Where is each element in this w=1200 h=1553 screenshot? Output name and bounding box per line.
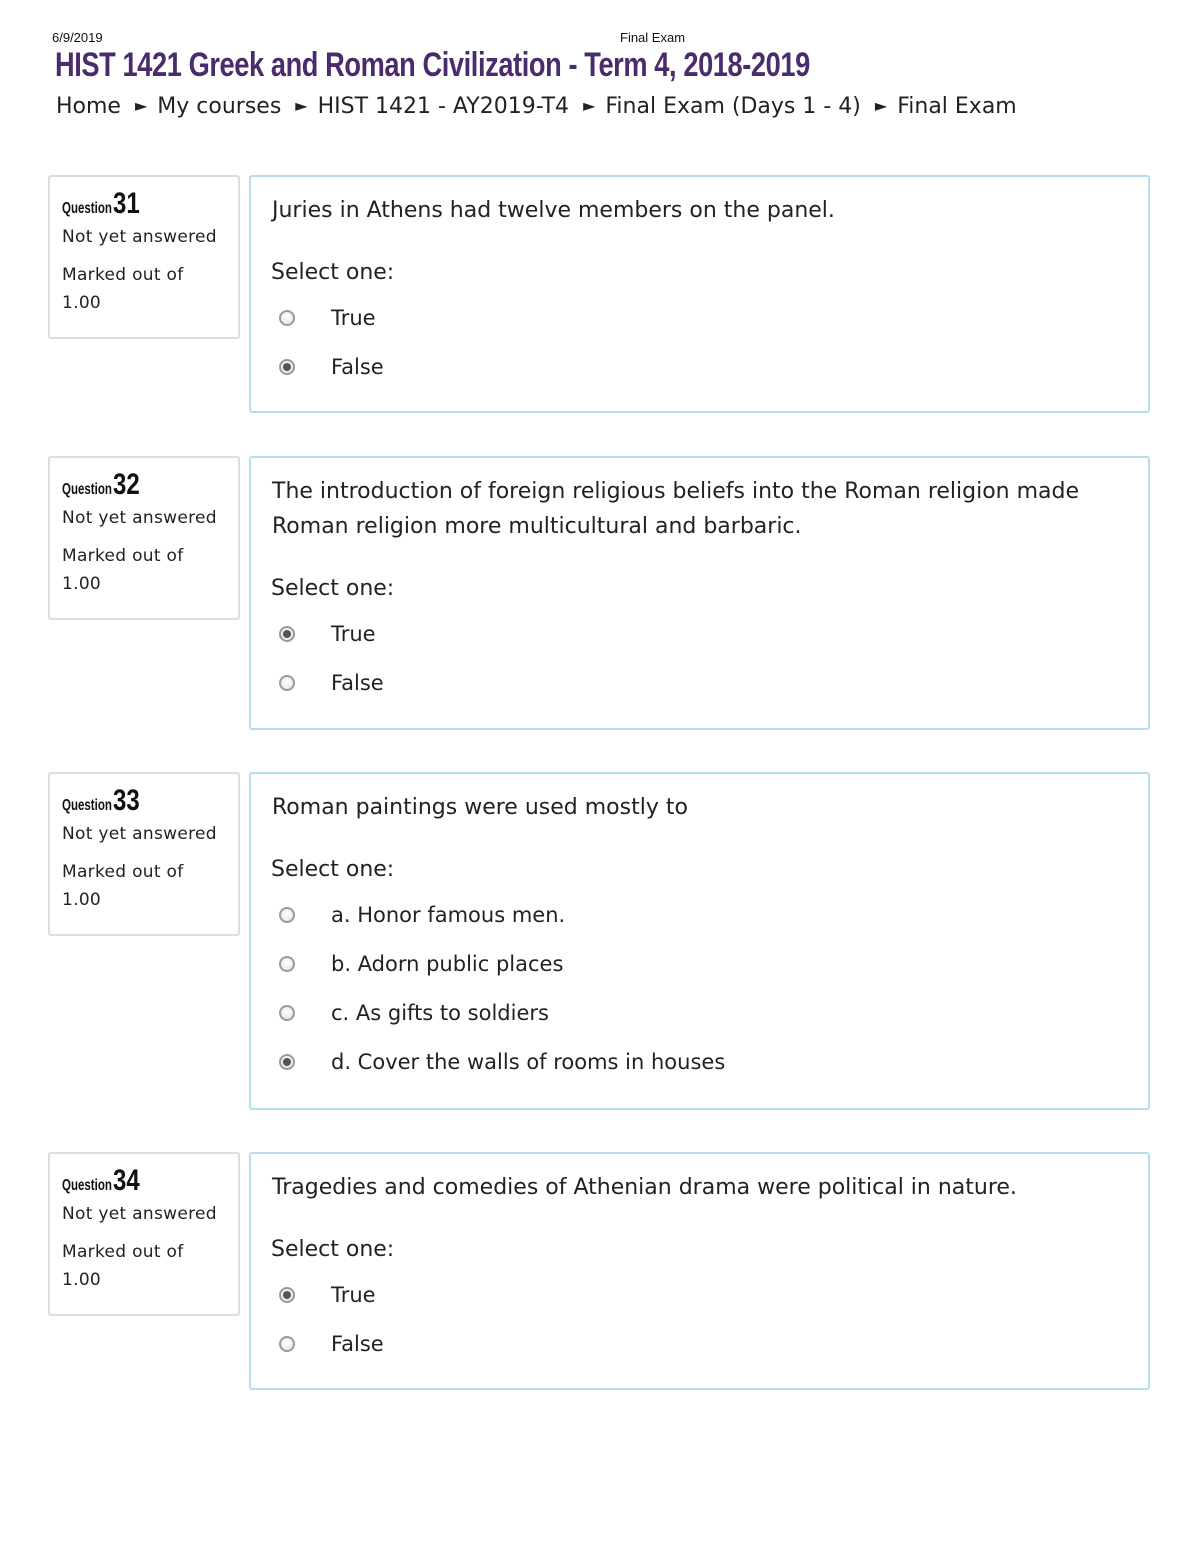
radio-button[interactable] [279, 956, 295, 972]
breadcrumb [56, 94, 1017, 119]
breadcrumb-separator-icon: ► [874, 96, 888, 115]
answer-option[interactable] [271, 988, 1128, 1037]
question-state: Not yet answered [62, 227, 217, 247]
question-grade: Marked out of 1.00 [62, 862, 184, 910]
answer-option-label[interactable]: False [331, 670, 384, 695]
radio-button[interactable] [279, 675, 295, 691]
select-one-prompt: Select one: [271, 857, 395, 882]
course-title: HIST 1421 Greek and Roman Civilization - Term 4, 2018-2019 [55, 46, 810, 84]
question-text: The introduction of foreign religious beliefs into the Roman religion made Roman religion more multicultural and barbaric. [272, 479, 1080, 539]
question-state: Not yet answered [62, 824, 217, 844]
select-one-prompt: Select one: [271, 1237, 395, 1262]
answer-option[interactable] [271, 293, 1128, 342]
answer-option[interactable] [271, 609, 1128, 658]
answer-option[interactable] [271, 890, 1128, 939]
radio-button[interactable] [279, 310, 295, 326]
breadcrumb-final-exam-link[interactable]: Final Exam [897, 94, 1017, 119]
question-number: Question33 [62, 784, 141, 817]
breadcrumb-my-courses-link[interactable]: My courses [157, 94, 282, 119]
answer-option[interactable] [271, 1270, 1128, 1319]
radio-button[interactable] [279, 907, 295, 923]
question-text: Tragedies and comedies of Athenian drama were political in nature. [272, 1175, 1017, 1200]
radio-button[interactable] [279, 626, 295, 642]
question-info-31 [48, 175, 240, 339]
question-info-34 [48, 1152, 240, 1316]
question-content-34 [249, 1152, 1150, 1390]
question-state: Not yet answered [62, 1204, 217, 1224]
breadcrumb-separator-icon: ► [295, 96, 308, 115]
radio-button[interactable] [279, 1054, 295, 1070]
select-one-prompt: Select one: [271, 260, 395, 285]
print-title: Final Exam [620, 30, 686, 45]
question-content-33 [249, 772, 1150, 1110]
question-info-32 [48, 456, 240, 620]
breadcrumb-home-link[interactable]: Home [56, 94, 121, 119]
breadcrumb-separator-icon: ► [134, 96, 148, 115]
question-text: Roman paintings were used mostly to [272, 795, 688, 820]
select-one-prompt: Select one: [271, 576, 395, 601]
breadcrumb-final-exam-section-link[interactable]: Final Exam (Days 1 - 4) [605, 94, 861, 119]
question-content-32 [249, 456, 1150, 730]
answer-option-label[interactable]: False [331, 1331, 384, 1356]
question-info-33 [48, 772, 240, 936]
question-grade: Marked out of 1.00 [62, 546, 184, 594]
question-number: Question32 [62, 468, 141, 501]
question-number: Question31 [62, 187, 141, 220]
radio-button[interactable] [279, 1336, 295, 1352]
answer-option[interactable] [271, 1037, 1128, 1086]
question-content-31 [249, 175, 1150, 413]
answer-option-label[interactable]: True [331, 1282, 376, 1307]
answer-options [271, 1270, 1128, 1368]
answer-option[interactable] [271, 658, 1128, 707]
question-number: Question34 [62, 1164, 141, 1197]
answer-option[interactable] [271, 939, 1128, 988]
question-text: Juries in Athens had twelve members on the panel. [272, 198, 835, 223]
answer-option-label[interactable]: True [331, 621, 376, 646]
radio-button[interactable] [279, 1287, 295, 1303]
answer-options [271, 609, 1128, 707]
answer-option-label[interactable]: a. Honor famous men. [331, 902, 566, 927]
answer-option[interactable] [271, 342, 1128, 391]
answer-options [271, 890, 1128, 1086]
answer-option-label[interactable]: False [331, 354, 384, 379]
question-grade: Marked out of 1.00 [62, 265, 184, 313]
answer-option-label[interactable]: c. As gifts to soldiers [331, 1000, 549, 1025]
radio-button[interactable] [279, 1005, 295, 1021]
print-date: 6/9/2019 [52, 30, 103, 45]
answer-option-label[interactable]: True [331, 305, 376, 330]
radio-button[interactable] [279, 359, 295, 375]
answer-option-label[interactable]: d. Cover the walls of rooms in houses [331, 1049, 726, 1074]
breadcrumb-separator-icon: ► [583, 96, 596, 115]
answer-option-label[interactable]: b. Adorn public places [331, 951, 564, 976]
answer-option[interactable] [271, 1319, 1128, 1368]
answer-options [271, 293, 1128, 391]
question-state: Not yet answered [62, 508, 217, 528]
breadcrumb-course-link[interactable]: HIST 1421 - AY2019-T4 [317, 94, 570, 119]
question-grade: Marked out of 1.00 [62, 1242, 184, 1290]
